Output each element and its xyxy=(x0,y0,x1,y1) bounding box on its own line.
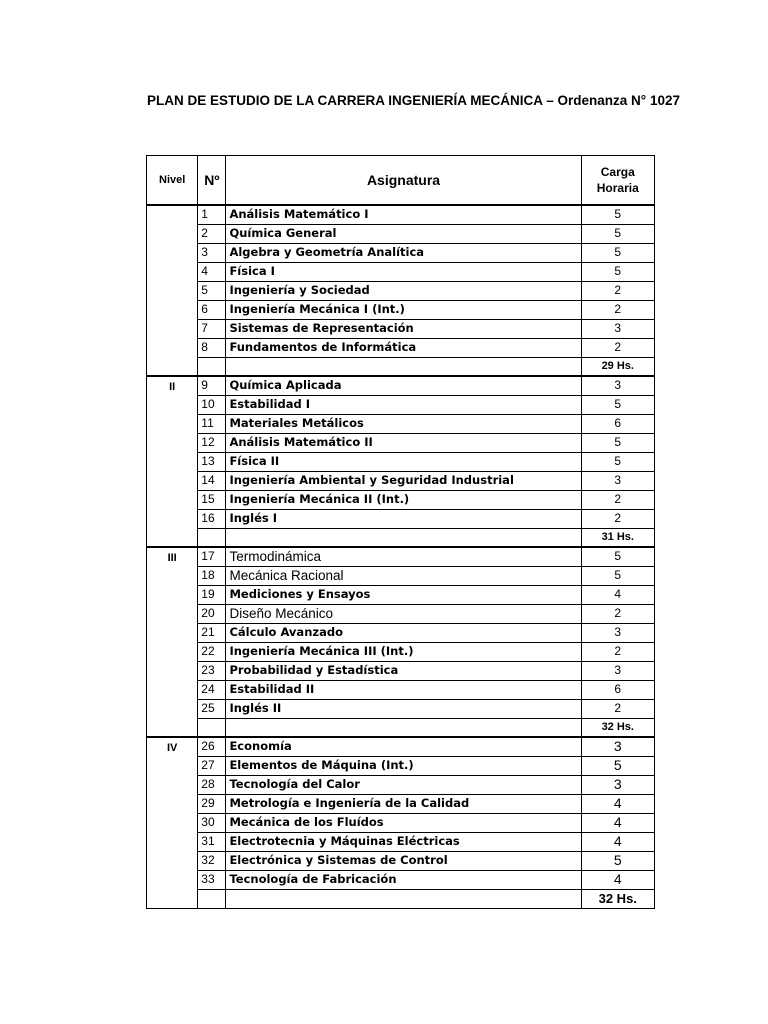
subject-name: Electrónica y Sistemas de Control xyxy=(226,851,581,870)
subject-number: 20 xyxy=(198,604,226,623)
subject-number: 21 xyxy=(198,623,226,642)
subject-number: 24 xyxy=(198,680,226,699)
subject-name: Mediciones y Ensayos xyxy=(226,585,581,604)
empty-cell xyxy=(198,889,226,908)
document-title: PLAN DE ESTUDIO DE LA CARRERA INGENIERÍA MECÁNICA – Ordenanza N° 1027 xyxy=(147,93,680,108)
table-row xyxy=(147,414,655,433)
empty-cell xyxy=(198,718,226,737)
subject-hours: 3 xyxy=(581,775,654,794)
header-carga-horaria xyxy=(581,156,654,206)
subject-hours: 6 xyxy=(581,414,654,433)
empty-cell xyxy=(226,357,581,376)
subject-number: 29 xyxy=(198,794,226,813)
subject-hours: 3 xyxy=(581,661,654,680)
subject-hours: 3 xyxy=(581,319,654,338)
subject-name: Probabilidad y Estadística xyxy=(226,661,581,680)
subject-number: 22 xyxy=(198,642,226,661)
header-asignatura: Asignatura xyxy=(226,156,581,206)
subject-number: 16 xyxy=(198,509,226,528)
level-total-row xyxy=(147,889,655,908)
subject-hours: 2 xyxy=(581,642,654,661)
table-row xyxy=(147,452,655,471)
subject-number: 33 xyxy=(198,870,226,889)
subject-number: 13 xyxy=(198,452,226,471)
subject-name: Estabilidad I xyxy=(226,395,581,414)
subject-name: Sistemas de Representación xyxy=(226,319,581,338)
level-total-row xyxy=(147,718,655,737)
table-row xyxy=(147,395,655,414)
empty-cell xyxy=(198,357,226,376)
subject-name: Ingeniería Mecánica II (Int.) xyxy=(226,490,581,509)
header-carga-line2: Horaria xyxy=(596,181,639,195)
level-total-hours: 32 Hs. xyxy=(581,889,654,908)
subject-name: Elementos de Máquina (Int.) xyxy=(226,756,581,775)
subject-name: Química General xyxy=(226,224,581,243)
table-row xyxy=(147,775,655,794)
subject-name: Diseño Mecánico xyxy=(226,604,581,623)
subject-hours: 2 xyxy=(581,300,654,319)
subject-name: Fundamentos de Informática xyxy=(226,338,581,357)
subject-name: Tecnología de Fabricación xyxy=(226,870,581,889)
subject-number: 27 xyxy=(198,756,226,775)
subject-hours: 2 xyxy=(581,490,654,509)
subject-name: Química Aplicada xyxy=(226,376,581,395)
table-row xyxy=(147,205,655,224)
subject-hours: 3 xyxy=(581,623,654,642)
table-row xyxy=(147,813,655,832)
subject-hours: 5 xyxy=(581,395,654,414)
table-row xyxy=(147,509,655,528)
table-row xyxy=(147,680,655,699)
subject-hours: 5 xyxy=(581,262,654,281)
table-row xyxy=(147,433,655,452)
level-label xyxy=(147,205,198,376)
table-row xyxy=(147,262,655,281)
level-total-hours: 31 Hs. xyxy=(581,528,654,547)
table-row xyxy=(147,870,655,889)
subject-number: 32 xyxy=(198,851,226,870)
table-row xyxy=(147,699,655,718)
subject-number: 6 xyxy=(198,300,226,319)
subject-number: 19 xyxy=(198,585,226,604)
subject-hours: 3 xyxy=(581,376,654,395)
subject-number: 30 xyxy=(198,813,226,832)
subject-number: 23 xyxy=(198,661,226,680)
subject-hours: 5 xyxy=(581,224,654,243)
subject-number: 1 xyxy=(198,205,226,224)
level-total-row xyxy=(147,528,655,547)
subject-name: Física I xyxy=(226,262,581,281)
subject-hours: 2 xyxy=(581,509,654,528)
subject-number: 31 xyxy=(198,832,226,851)
subject-number: 9 xyxy=(198,376,226,395)
table-row xyxy=(147,547,655,566)
table-row xyxy=(147,851,655,870)
subject-number: 11 xyxy=(198,414,226,433)
subject-hours: 5 xyxy=(581,851,654,870)
subject-hours: 5 xyxy=(581,433,654,452)
subject-number: 2 xyxy=(198,224,226,243)
subject-number: 25 xyxy=(198,699,226,718)
subject-name: Análisis Matemático I xyxy=(226,205,581,224)
header-numero: Nº xyxy=(198,156,226,206)
subject-name: Metrología e Ingeniería de la Calidad xyxy=(226,794,581,813)
table-row xyxy=(147,471,655,490)
subject-hours: 2 xyxy=(581,338,654,357)
subject-name: Inglés II xyxy=(226,699,581,718)
subject-number: 28 xyxy=(198,775,226,794)
subject-hours: 2 xyxy=(581,699,654,718)
level-total-hours: 29 Hs. xyxy=(581,357,654,376)
empty-cell xyxy=(226,528,581,547)
level-label: II xyxy=(147,376,198,547)
subject-name: Inglés I xyxy=(226,509,581,528)
subject-name: Algebra y Geometría Analítica xyxy=(226,243,581,262)
table-row xyxy=(147,737,655,756)
table-row xyxy=(147,756,655,775)
table-row xyxy=(147,566,655,585)
table-row xyxy=(147,243,655,262)
subject-hours: 4 xyxy=(581,813,654,832)
table-header-row xyxy=(147,156,655,206)
subject-name: Estabilidad II xyxy=(226,680,581,699)
empty-cell xyxy=(198,528,226,547)
table-row xyxy=(147,604,655,623)
subject-name: Mecánica Racional xyxy=(226,566,581,585)
subject-hours: 5 xyxy=(581,756,654,775)
subject-name: Ingeniería Ambiental y Seguridad Industrial xyxy=(226,471,581,490)
table-row xyxy=(147,281,655,300)
subject-hours: 5 xyxy=(581,566,654,585)
subject-number: 4 xyxy=(198,262,226,281)
subject-hours: 5 xyxy=(581,452,654,471)
table-row xyxy=(147,338,655,357)
curriculum-table xyxy=(146,155,655,909)
table-row xyxy=(147,585,655,604)
subject-name: Termodinámica xyxy=(226,547,581,566)
subject-number: 17 xyxy=(198,547,226,566)
table-row xyxy=(147,794,655,813)
subject-number: 12 xyxy=(198,433,226,452)
subject-number: 8 xyxy=(198,338,226,357)
subject-hours: 4 xyxy=(581,794,654,813)
subject-name: Electrotecnia y Máquinas Eléctricas xyxy=(226,832,581,851)
subject-number: 26 xyxy=(198,737,226,756)
level-label: III xyxy=(147,547,198,737)
subject-number: 14 xyxy=(198,471,226,490)
subject-hours: 5 xyxy=(581,547,654,566)
subject-hours: 4 xyxy=(581,870,654,889)
table-row xyxy=(147,300,655,319)
table-row xyxy=(147,661,655,680)
table-row xyxy=(147,319,655,338)
header-nivel: Nivel xyxy=(147,156,198,206)
subject-number: 7 xyxy=(198,319,226,338)
table-row xyxy=(147,832,655,851)
subject-name: Ingeniería Mecánica I (Int.) xyxy=(226,300,581,319)
subject-hours: 4 xyxy=(581,585,654,604)
subject-name: Ingeniería Mecánica III (Int.) xyxy=(226,642,581,661)
level-total-hours: 32 Hs. xyxy=(581,718,654,737)
subject-hours: 6 xyxy=(581,680,654,699)
subject-number: 3 xyxy=(198,243,226,262)
table-body xyxy=(147,205,655,908)
empty-cell xyxy=(226,889,581,908)
subject-hours: 2 xyxy=(581,281,654,300)
level-total-row xyxy=(147,357,655,376)
table-row xyxy=(147,642,655,661)
subject-number: 15 xyxy=(198,490,226,509)
table-row xyxy=(147,623,655,642)
table-row xyxy=(147,490,655,509)
subject-name: Ingeniería y Sociedad xyxy=(226,281,581,300)
header-carga-line1: Carga xyxy=(600,165,635,179)
subject-number: 18 xyxy=(198,566,226,585)
level-label: IV xyxy=(147,737,198,908)
subject-name: Física II xyxy=(226,452,581,471)
subject-hours: 3 xyxy=(581,471,654,490)
subject-name: Materiales Metálicos xyxy=(226,414,581,433)
subject-name: Economía xyxy=(226,737,581,756)
subject-hours: 5 xyxy=(581,243,654,262)
subject-name: Tecnología del Calor xyxy=(226,775,581,794)
table-row xyxy=(147,224,655,243)
subject-hours: 3 xyxy=(581,737,654,756)
subject-number: 5 xyxy=(198,281,226,300)
subject-name: Cálculo Avanzado xyxy=(226,623,581,642)
subject-number: 10 xyxy=(198,395,226,414)
subject-hours: 5 xyxy=(581,205,654,224)
subject-name: Mecánica de los Fluídos xyxy=(226,813,581,832)
empty-cell xyxy=(226,718,581,737)
table-row xyxy=(147,376,655,395)
subject-hours: 4 xyxy=(581,832,654,851)
subject-name: Análisis Matemático II xyxy=(226,433,581,452)
subject-hours: 2 xyxy=(581,604,654,623)
